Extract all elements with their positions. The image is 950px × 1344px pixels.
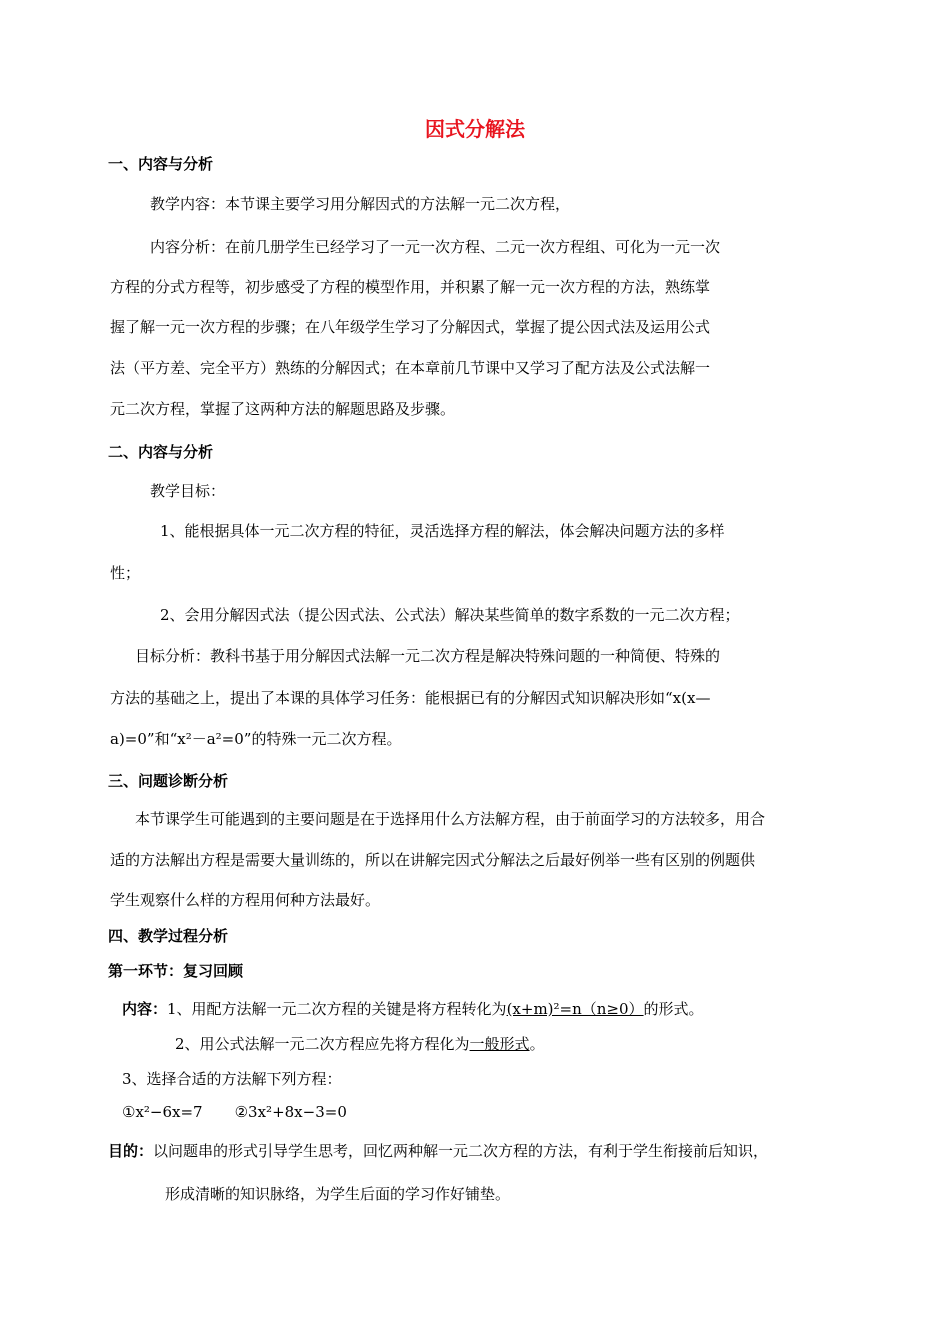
goal-2: 2、会用分解因式法（提公因式法、公式法）解决某些简单的数字系数的一元二次方程；	[160, 606, 740, 624]
section-2-heading: 二、内容与分析	[108, 443, 214, 461]
purpose-label: 目的：	[108, 1142, 154, 1160]
page-title: 因式分解法	[425, 117, 525, 141]
section-3-heading: 三、问题诊断分析	[108, 772, 229, 790]
section-4-heading: 四、教学过程分析	[108, 927, 229, 945]
section-1-analysis-line: 元二次方程，掌握了这两种方法的解题思路及步骤。	[110, 400, 456, 418]
content-label: 内容：	[122, 1000, 168, 1018]
stage-1-heading: 第一环节：复习回顾	[108, 962, 244, 980]
blank-answer-1: (x+m)²=n（n≥0）	[506, 1000, 644, 1018]
section-3-line: 学生观察什么样的方程用何种方法最好。	[110, 891, 381, 909]
review-item-2: 2、用公式法解一元二次方程应先将方程化为一般形式。	[175, 1035, 545, 1053]
review-item-3: 3、选择合适的方法解下列方程：	[122, 1070, 342, 1088]
goal-1-line-2: 性；	[110, 564, 141, 582]
equation-2: ②3x²+8x−3=0	[234, 1103, 347, 1121]
section-1-analysis-line: 握了解一元一次方程的步骤；在八年级学生学习了分解因式，掌握了提公因式法及运用公式	[110, 318, 711, 336]
section-3-line: 适的方法解出方程是需要大量训练的，所以在讲解完因式分解法之后最好例举一些有区别的例题供	[110, 851, 756, 869]
goal-1-line-1: 1、能根据具体一元二次方程的特征，灵活选择方程的解法，体会解决问题方法的多样	[160, 522, 725, 540]
purpose-line-1: 目的：以问题串的形式引导学生思考，回忆两种解一元二次方程的方法，有利于学生衔接前后知识，	[108, 1142, 769, 1160]
target-analysis-line-3: a)=0”和“x²－a²=0”的特殊一元二次方程。	[110, 730, 402, 748]
section-1-analysis-line: 方程的分式方程等，初步感受了方程的模型作用，并积累了解一元一次方程的方法，熟练掌	[110, 278, 711, 296]
teaching-goal-label: 教学目标：	[150, 482, 226, 500]
section-1-content: 教学内容：本节课主要学习用分解因式的方法解一元二次方程，	[150, 195, 571, 213]
section-1-analysis-line: 法（平方差、完全平方）熟练的分解因式；在本章前几节课中又学习了配方法及公式法解一	[110, 359, 711, 377]
target-analysis-line-1: 目标分析：教科书基于用分解因式法解一元二次方程是解决特殊问题的一种简便、特殊的	[135, 647, 721, 665]
target-analysis-line-2: 方法的基础之上，提出了本课的具体学习任务：能根据已有的分解因式知识解决形如“x(x—	[110, 689, 711, 707]
equations-row	[122, 1103, 347, 1121]
section-1-analysis-line: 内容分析：在前几册学生已经学习了一元一次方程、二元一次方程组、可化为一元一次	[150, 238, 721, 256]
equation-1: ①x²−6x=7	[122, 1103, 203, 1121]
purpose-line-2: 形成清晰的知识脉络，为学生后面的学习作好铺垫。	[165, 1185, 511, 1203]
section-3-line: 本节课学生可能遇到的主要问题是在于选择用什么方法解方程，由于前面学习的方法较多，用合	[135, 810, 766, 828]
section-1-heading: 一、内容与分析	[108, 155, 214, 173]
review-item-1: 内容：1、用配方法解一元二次方程的关键是将方程转化为(x+m)²=n（n≥0）的形式。	[122, 1000, 704, 1018]
blank-answer-2: 一般形式	[469, 1035, 530, 1053]
